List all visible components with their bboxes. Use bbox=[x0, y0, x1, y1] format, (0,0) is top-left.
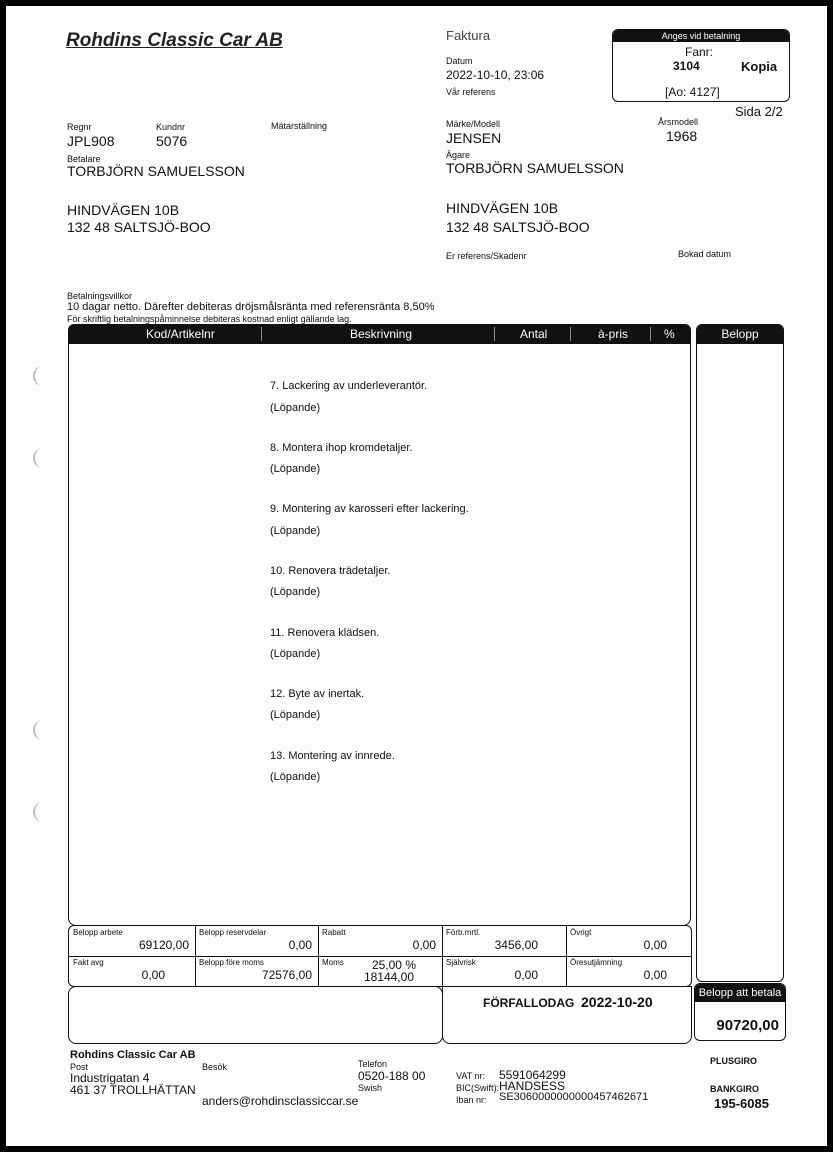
fanr-value: 3104 bbox=[673, 59, 700, 73]
line-item-status: (Löpande) bbox=[270, 402, 321, 414]
terms-line1: 10 dagar netto. Därefter debiteras dröjsmålsränta med referensränta 8,50% bbox=[67, 301, 435, 313]
footer-email[interactable]: anders@rohdinsclassiccar.se bbox=[202, 1094, 359, 1108]
sjalvrisk-cell bbox=[442, 956, 566, 986]
ao-number: [Ao: 4127] bbox=[665, 85, 720, 99]
agare-address1: HINDVÄGEN 10B bbox=[446, 200, 559, 216]
oresutjamning-cell bbox=[566, 956, 691, 986]
vat-value: 5591064299 bbox=[499, 1068, 566, 1082]
vat-label: VAT nr: bbox=[456, 1071, 486, 1081]
betalare-address2: 132 48 SALTSJÖ-BOO bbox=[67, 219, 211, 235]
line-item-status: (Löpande) bbox=[270, 525, 321, 537]
fakt-avg-value: 0,00 bbox=[141, 968, 165, 982]
belopp-reservdelar-value: 0,00 bbox=[288, 938, 312, 952]
line-item-desc: 12. Byte av inertak. bbox=[270, 688, 365, 700]
punch-hole bbox=[33, 366, 43, 386]
line-item-desc: 8. Montera ihop kromdetaljer. bbox=[270, 442, 413, 454]
punch-hole bbox=[33, 720, 43, 740]
betalare-name: TORBJÖRN SAMUELSSON bbox=[67, 163, 245, 179]
line-item-status: (Löpande) bbox=[270, 709, 321, 721]
footer-post-street: Industrigatan 4 bbox=[70, 1071, 150, 1085]
iban-value: SE3060000000000457462671 bbox=[499, 1091, 649, 1103]
oresutjamning-label: Öresutjämning bbox=[570, 958, 623, 967]
matarstallning-label: Mätarställning bbox=[271, 121, 328, 131]
line-item-desc: 11. Renovera klädsen. bbox=[270, 627, 380, 639]
betalare-address1: HINDVÄGEN 10B bbox=[67, 202, 180, 218]
amount-due-box bbox=[694, 983, 786, 1041]
bottom-left-box bbox=[68, 986, 443, 1044]
bankgiro-value: 195-6085 bbox=[714, 1096, 769, 1111]
company-name: Rohdins Classic Car AB bbox=[66, 30, 283, 51]
er-referens-label: Er referens/Skadenr bbox=[446, 251, 527, 261]
belopp-arbete-cell bbox=[69, 926, 195, 956]
oresutjamning-value: 0,00 bbox=[643, 968, 667, 982]
datum-value: 2022-10-10, 23:06 bbox=[446, 68, 545, 82]
bic-label: BIC(Swift): bbox=[456, 1083, 500, 1093]
footer-swish-label: Swish bbox=[358, 1083, 383, 1093]
line-item-desc: 9. Montering av karosseri efter lackering. bbox=[270, 503, 469, 515]
marke-value: JENSEN bbox=[446, 130, 502, 146]
plusgiro-label: PLUSGIRO bbox=[710, 1056, 758, 1066]
terms-line2: För skriftlig betalningspåminnelse debiteras kostnad enligt gällande lag. bbox=[67, 314, 352, 324]
line-item-desc: 10. Renovera trädetaljer. bbox=[270, 565, 391, 577]
sjalvrisk-value: 0,00 bbox=[514, 968, 538, 982]
footer-post-label: Post bbox=[70, 1062, 89, 1072]
fore-moms-cell bbox=[195, 956, 318, 986]
rabatt-cell bbox=[318, 926, 442, 956]
table-body bbox=[68, 340, 691, 926]
belopp-arbete-label: Belopp arbete bbox=[73, 928, 123, 937]
bokad-datum-label: Bokad datum bbox=[678, 249, 732, 259]
kopia-label: Kopia bbox=[741, 59, 778, 74]
moms-cell bbox=[318, 956, 442, 986]
ovrigt-cell bbox=[566, 926, 691, 956]
col-apris: à-pris bbox=[598, 327, 629, 341]
line-item-desc: 7. Lackering av underleverantör. bbox=[270, 380, 428, 392]
belopp-reservdelar-cell bbox=[195, 926, 318, 956]
line-item-status: (Löpande) bbox=[270, 648, 321, 660]
punch-hole bbox=[33, 802, 43, 822]
footer-post-city: 461 37 TROLLHÄTTAN bbox=[70, 1083, 196, 1097]
footer-telefon: 0520-188 00 bbox=[358, 1069, 426, 1083]
agare-address2: 132 48 SALTSJÖ-BOO bbox=[446, 219, 590, 235]
var-referens-label: Vår referens bbox=[446, 87, 496, 97]
due-date-box bbox=[442, 986, 692, 1044]
ovrigt-value: 0,00 bbox=[643, 938, 667, 952]
col-percent: % bbox=[664, 327, 675, 341]
belopp-header: Belopp bbox=[696, 324, 784, 344]
amount-due-label: Belopp att betala bbox=[695, 984, 785, 1002]
forb-label: Förb.mrtl. bbox=[446, 928, 481, 937]
moms-value: 18144,00 bbox=[363, 970, 414, 984]
amount-due-value: 90720,00 bbox=[716, 1017, 779, 1034]
forb-cell bbox=[442, 926, 566, 956]
line-item-desc: 13. Montering av innrede. bbox=[270, 750, 395, 762]
moms-percent: 25,00 % bbox=[371, 958, 416, 972]
ovrigt-label: Övrigt bbox=[570, 928, 592, 937]
belopp-arbete-value: 69120,00 bbox=[138, 938, 189, 952]
payment-header-box bbox=[612, 29, 790, 102]
sjalvrisk-label: Självrisk bbox=[446, 958, 476, 967]
rabatt-label: Rabatt bbox=[322, 928, 346, 937]
page-number: Sida 2/2 bbox=[735, 104, 783, 119]
agare-name: TORBJÖRN SAMUELSSON bbox=[446, 160, 624, 176]
kundnr-value: 5076 bbox=[156, 133, 188, 149]
payment-caption: Anges vid betalning bbox=[613, 30, 789, 42]
punch-hole bbox=[33, 448, 43, 468]
footer-besok-label: Besök bbox=[202, 1062, 228, 1072]
fakt-avg-cell bbox=[69, 956, 195, 986]
bic-value: HANDSESS bbox=[499, 1079, 566, 1093]
fanr-label: Fanr: bbox=[685, 45, 714, 59]
col-kod: Kod/Artikelnr bbox=[146, 327, 215, 341]
bankgiro-label: BANKGIRO bbox=[710, 1084, 759, 1094]
agare-label: Ägare bbox=[446, 150, 471, 160]
col-beskrivning: Beskrivning bbox=[350, 327, 413, 341]
fore-moms-label: Belopp före moms bbox=[199, 958, 264, 967]
arsmodell-label: Årsmodell bbox=[658, 117, 699, 127]
forfallodag-value: 2022-10-20 bbox=[581, 994, 653, 1010]
iban-label: Iban nr: bbox=[456, 1095, 487, 1105]
fakt-avg-label: Fakt avg bbox=[73, 958, 104, 967]
arsmodell-value: 1968 bbox=[666, 128, 698, 144]
fore-moms-value: 72576,00 bbox=[261, 968, 312, 982]
moms-label: Moms bbox=[322, 958, 344, 967]
betalare-label: Betalare bbox=[67, 154, 101, 164]
forb-value: 3456,00 bbox=[494, 938, 538, 952]
belopp-reservdelar-label: Belopp reservdelar bbox=[199, 928, 267, 937]
line-item-status: (Löpande) bbox=[270, 771, 321, 783]
datum-label: Datum bbox=[446, 56, 473, 66]
summary-grid bbox=[68, 925, 692, 987]
rabatt-value: 0,00 bbox=[412, 938, 436, 952]
invoice-page bbox=[6, 6, 827, 1146]
forfallodag-label: FÖRFALLODAG bbox=[483, 996, 575, 1010]
line-item-status: (Löpande) bbox=[270, 586, 321, 598]
marke-label: Märke/Modell bbox=[446, 119, 501, 129]
doc-title: Faktura bbox=[446, 28, 491, 43]
footer-telefon-label: Telefon bbox=[358, 1059, 388, 1069]
kundnr-label: Kundnr bbox=[156, 122, 186, 132]
regnr-value: JPL908 bbox=[67, 133, 115, 149]
terms-label: Betalningsvillkor bbox=[67, 291, 133, 301]
line-item-status: (Löpande) bbox=[270, 463, 321, 475]
regnr-label: Regnr bbox=[67, 122, 92, 132]
col-antal: Antal bbox=[520, 327, 548, 341]
belopp-column bbox=[696, 340, 784, 982]
footer-company: Rohdins Classic Car AB bbox=[70, 1049, 196, 1061]
